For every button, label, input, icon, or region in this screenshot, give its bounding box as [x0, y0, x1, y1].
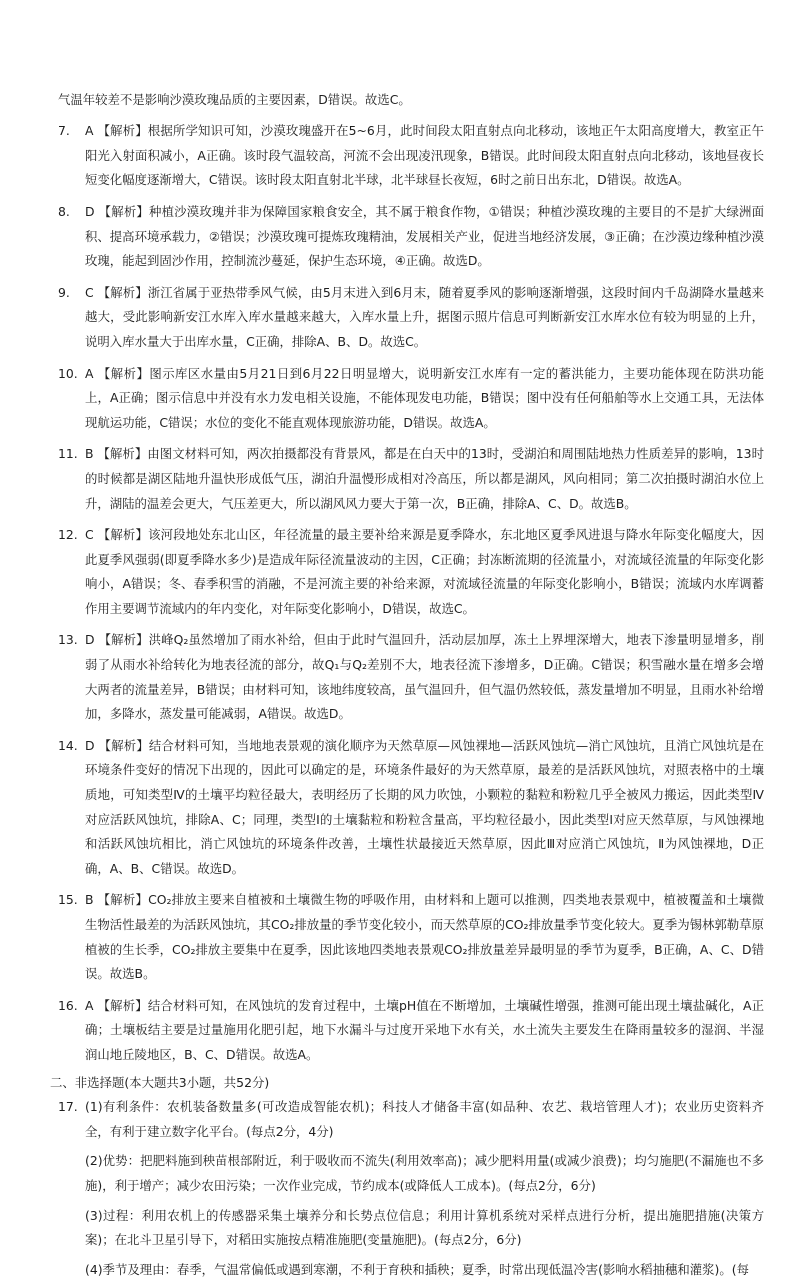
answer-item-13	[58, 628, 764, 726]
answer-item-15	[58, 888, 764, 986]
answer-text: D 【解析】种植沙漠玫瑰并非为保障国家粮食安全，其不属于粮食作物，①错误；种植沙漠玫瑰的主要目的不是扩大绿洲面积、提高环境承载力，②错误；沙漠玫瑰可提炼玫瑰精油，发展相关产业，促进当地经济发展，③正确；在沙漠边缘种植沙漠玫瑰，能起到固沙作用，控制流沙蔓延，保护生态环境，④正确。故选D。	[85, 203, 764, 269]
section-title: 二、非选择题(本大题共3小题，共52分)	[50, 1074, 270, 1090]
question-number: 13.	[58, 632, 78, 648]
answer-text: C 【解析】该河段地处东北山区，年径流量的最主要补给来源是夏季降水，东北地区夏季风进退与降水年际变化幅度大，因此夏季风强弱(即夏季降水多少)是造成年际径流量波动的主因，C正确；封冻断流期的径流量小，对流域径流量的年际变化影响小，A错误；冬、春季积雪的消融，不是河流主要的补给来源，对流域径流量的年际变化影响小，B错误；流域内水库调蓄作用主要调节流域内的年内变化，对年际变化影响小，D错误，故选C。	[85, 527, 764, 616]
answer-17-part-3: (3)过程：利用农机上的传感器采集土壤养分和长势点位信息；利用计算机系统对采样点进行分析，提出施肥措施(决策方案)；在北斗卫星引导下，对稻田实施按点精准施肥(变量施肥)。(每点2分，6分)	[85, 1207, 764, 1248]
answer-text: C 【解析】浙江省属于亚热带季风气候，由5月末进入到6月末，随着夏季风的影响逐渐增强，这段时间内千岛湖降水量越来越大，受此影响新安江水库入库水量越来越大，入库水量上升，据图示照片信息可判断新安江水库水位有较为明显的上升，说明入库水量大于出库水量，C正确，排除A、B、D。故选C。	[85, 284, 764, 349]
answer-17-part-1: (1)有利条件：农机装备数量多(可改造成智能农机)；科技人才储备丰富(如品种、农艺、栽培管理人才)；农业历史资料齐全，有利于建立数字化平台。(每点2分，4分)	[85, 1099, 764, 1139]
answer-17-part-4: (4)季节及理由：春季，气温常偏低或遇到寒潮，不利于育秧和插秧；夏季，时常出现低温冷害(影响水稻抽穗和灌浆)。(每	[85, 1261, 749, 1277]
answer-text: B 【解析】由图文材料可知，两次拍摄都没有背景风，都是在白天中的13时，受湖泊和周围陆地热力性质差异的影响，13时的时候都是湖区陆地升温快形成低气压，湖泊升温慢形成相对冷高压，所以都是湖风，风向相同；第二次拍摄时湖泊水位上升，湖陆的温差会更大，气压差更大，所以湖风风力要大于第一次，B正确，排除A、C、D。故选B。	[85, 446, 764, 511]
answer-item-14	[58, 734, 764, 882]
answer-item-16	[58, 994, 764, 1068]
intro-line: 气温年较差不是影响沙漠玫瑰品质的主要因素，D错误。故选C。	[58, 92, 411, 107]
answer-item-10	[58, 362, 764, 436]
answer-item-8	[58, 200, 764, 274]
answer-text: A 【解析】图示库区水量由5月21日到6月22日明显增大，说明新安江水库有一定的蓄洪能力，主要功能体现在防洪功能上，A正确；图示信息中并没有水力发电相关设施，不能体现发电功能，B错误；图中没有任何船舶等水上交通工具，无法体现航运功能，C错误；水位的变化不能直观体现旅游功能，D错误。故选A。	[85, 365, 764, 430]
answer-text: D 【解析】结合材料可知，当地地表景观的演化顺序为天然草原—风蚀裸地—活跃风蚀坑—消亡风蚀坑，且消亡风蚀坑是在环境条件变好的情况下出现的，因此可以确定的是，环境条件最好的为天然草原，最差的是活跃风蚀坑，对照表格中的土壤质地，可知类型Ⅳ的土壤平均粒径最大，表明经历了长期的风力吹蚀，小颗粒的黏粒和粉粒几乎全被风力搬运，因此类型Ⅳ对应活跃风蚀坑，排除A、C；同理，类型Ⅰ的土壤黏粒和粉粒含量高，平均粒径最小，因此类型Ⅰ对应天然草原，与风蚀裸地和活跃风蚀坑相比，消亡风蚀坑的环境条件改善，土壤性状最接近天然草原，因此Ⅲ对应消亡风蚀坑，Ⅱ为风蚀裸地，D正确，A、B、C错误。故选D。	[85, 737, 764, 876]
answer-item-17	[58, 1095, 764, 1282]
question-number: 12.	[58, 527, 78, 543]
multiple-choice-answers	[58, 119, 764, 1067]
question-number: 10.	[58, 365, 78, 381]
answer-17-part-1-row	[58, 1095, 764, 1144]
question-number: 17.	[58, 1099, 78, 1115]
question-number: 16.	[58, 997, 78, 1013]
answer-item-9	[58, 281, 764, 355]
question-number: 7.	[58, 123, 70, 139]
answer-item-7	[58, 119, 764, 193]
answer-item-12	[58, 523, 764, 621]
answer-text: A 【解析】结合材料可知，在风蚀坑的发育过程中，土壤pH值在不断增加，土壤碱性增强，推测可能出现土壤盐碱化，A正确；土壤板结主要是过量施用化肥引起，地下水漏斗与过度开采地下水有关，水土流失主要发生在降雨量较多的湿润、半湿润山地丘陵地区，B、C、D错误。故选A。	[85, 997, 764, 1062]
answer-text: D 【解析】洪峰Q₂虽然增加了雨水补给，但由于此时气温回升，活动层加厚，冻土上界埋深增大，地表下渗量明显增多，削弱了从雨水补给转化为地表径流的部分，故Q₁与Q₂差别不大，地表径流下渗增多，D正确。C错误；积雪融水量在增多会增大两者的流量差异，B错误；由材料可知，该地纬度较高，虽气温回升，但气温仍然较低，蒸发量增加不明显，且雨水补给增加，多降水，蒸发量可能减弱，A错误。故选D。	[85, 632, 764, 722]
answer-item-11	[58, 442, 764, 516]
question-number: 15.	[58, 892, 78, 908]
question-number: 14.	[58, 737, 78, 753]
answer-text: B 【解析】CO₂排放主要来自植被和土壤微生物的呼吸作用，由材料和上题可以推测，四类地表景观中，植被覆盖和土壤微生物活性最差的为活跃风蚀坑，其CO₂排放量的季节变化较小，而天然草原的CO₂排放量季节变化较大。夏季为锡林郭勒草原植被的生长季，CO₂排放主要集中在夏季，因此该地四类地表景观CO₂排放量差异最明显的季节为夏季，B正确，A、C、D错误。故选B。	[85, 892, 764, 982]
question-number: 8.	[58, 203, 70, 219]
answer-17-part-2: (2)优势：把肥料施到秧苗根部附近，利于吸收而不流失(利用效率高)；减少肥料用量(或减少浪费)；均匀施肥(不漏施也不多施)，利于增产；减少农田污染；一次作业完成，节约成本(或降低人工成本)。(每点2分，6分)	[85, 1153, 764, 1193]
answer-text: A 【解析】根据所学知识可知，沙漠玫瑰盛开在5~6月，此时间段太阳直射点向北移动，该地正午太阳高度增大，教室正午阳光入射面积减小，A正确。该时段气温较高，河流不会出现凌汛现象，B错误。此时间段太阳直射点向北移动，该地昼夜长短变化幅度逐渐增大，C错误。该时段太阳直射北半球，北半球昼长夜短，6时之前日出东北，D错误。故选A。	[85, 123, 764, 188]
question-number: 9.	[58, 284, 70, 300]
question-number: 11.	[58, 446, 78, 462]
